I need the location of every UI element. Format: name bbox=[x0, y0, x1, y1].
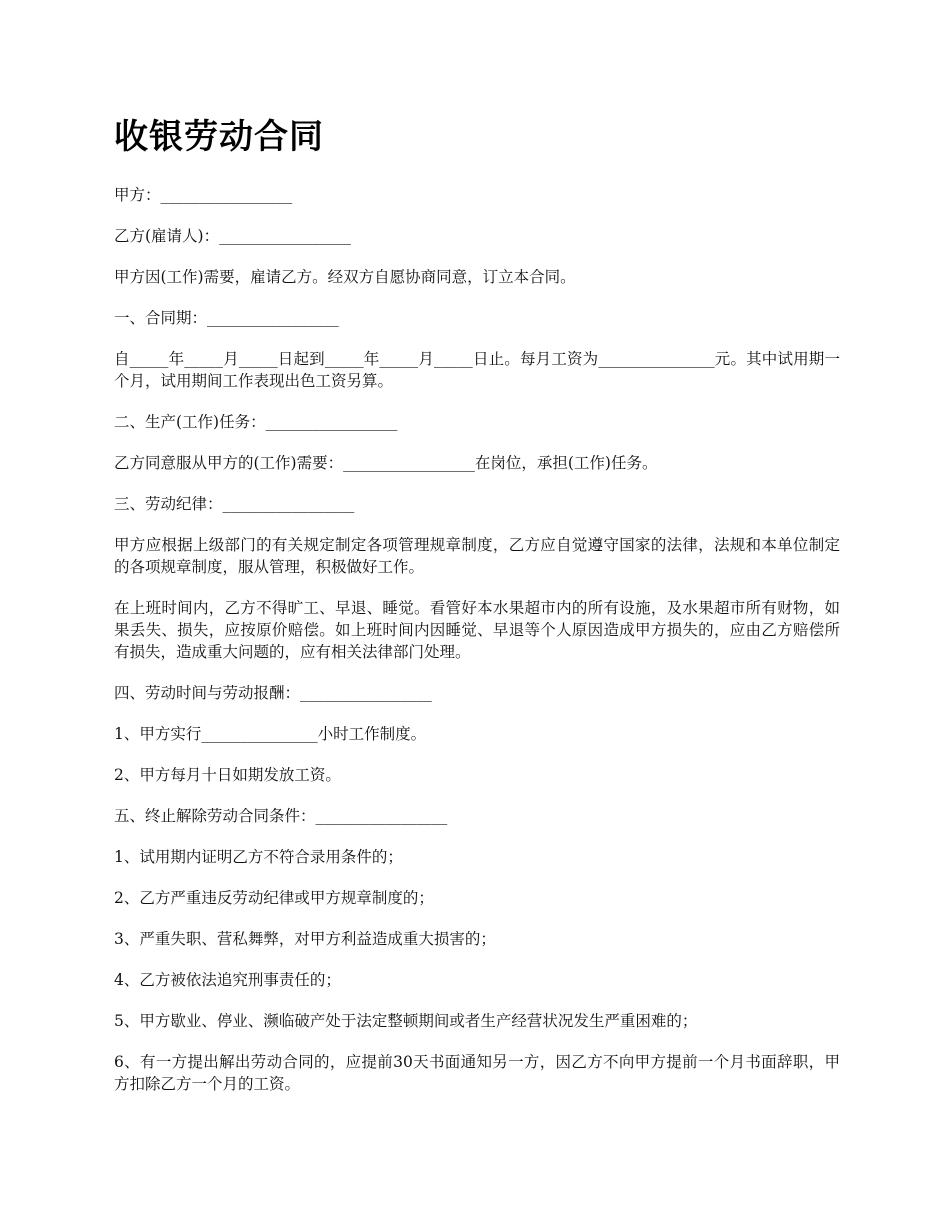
termination-item-2: 2、乙方严重违反劳动纪律或甲方规章制度的； bbox=[114, 889, 434, 907]
termination-item-1: 1、试用期内证明乙方不符合录用条件的； bbox=[114, 848, 403, 866]
document-title: 收银劳动合同 bbox=[114, 117, 324, 157]
preamble-paragraph: 甲方因(工作)需要，雇请乙方。经双方自愿协商同意，订立本合同。 bbox=[114, 268, 576, 286]
section-5-heading: 五、终止解除劳动合同条件：_________________ bbox=[114, 807, 448, 825]
discipline-paragraph-1: 甲方应根据上级部门的有关规定制定各项管理规章制度，乙方应自觉遵守国家的法律，法规和本单位制定的各项规章制度，服从管理，积极做好工作。 bbox=[114, 536, 840, 576]
work-hours-item: 1、甲方实行_______________小时工作制度。 bbox=[114, 725, 427, 743]
termination-item-5: 5、甲方歇业、停业、濒临破产处于法定整顿期间或者生产经营状况发生严重困难的； bbox=[114, 1012, 698, 1030]
termination-item-4: 4、乙方被依法追究刑事责任的； bbox=[114, 971, 341, 989]
party-b-line: 乙方(雇请人)：_________________ bbox=[114, 227, 351, 245]
section-3-heading: 三、劳动纪律：_________________ bbox=[114, 495, 355, 513]
work-task-paragraph: 乙方同意服从甲方的(工作)需要：_________________在岗位，承担(工作)任务。 bbox=[114, 454, 658, 472]
section-4-heading: 四、劳动时间与劳动报酬：_________________ bbox=[114, 684, 432, 702]
termination-item-3: 3、严重失职、营私舞弊，对甲方利益造成重大损害的； bbox=[114, 930, 496, 948]
discipline-paragraph-2: 在上班时间内，乙方不得旷工、早退、睡觉。看管好本水果超市内的所有设施，及水果超市所有财物，如果丢失、损失，应按原价赔偿。如上班时间内因睡觉、早退等个人原因造成甲方损失的，应由乙方赔偿所有损失，造成重大问题的，应有相关法律部门处理。 bbox=[114, 599, 840, 661]
contract-term-paragraph: 自_____年_____月_____日起到_____年_____月_____日止。每月工资为_______________元。其中试用期一个月，试用期间工作表现出色工资另算。 bbox=[114, 350, 840, 390]
section-1-heading: 一、合同期：_________________ bbox=[114, 309, 339, 327]
payday-item: 2、甲方每月十日如期发放工资。 bbox=[114, 766, 341, 784]
party-a-line: 甲方：_________________ bbox=[114, 186, 293, 204]
termination-item-6: 6、有一方提出解出劳动合同的，应提前30天书面通知另一方，因乙方不向甲方提前一个月书面辞职，甲方扣除乙方一个月的工资。 bbox=[114, 1053, 840, 1093]
document-page bbox=[114, 112, 840, 1114]
section-2-heading: 二、生产(工作)任务：_________________ bbox=[114, 413, 398, 431]
